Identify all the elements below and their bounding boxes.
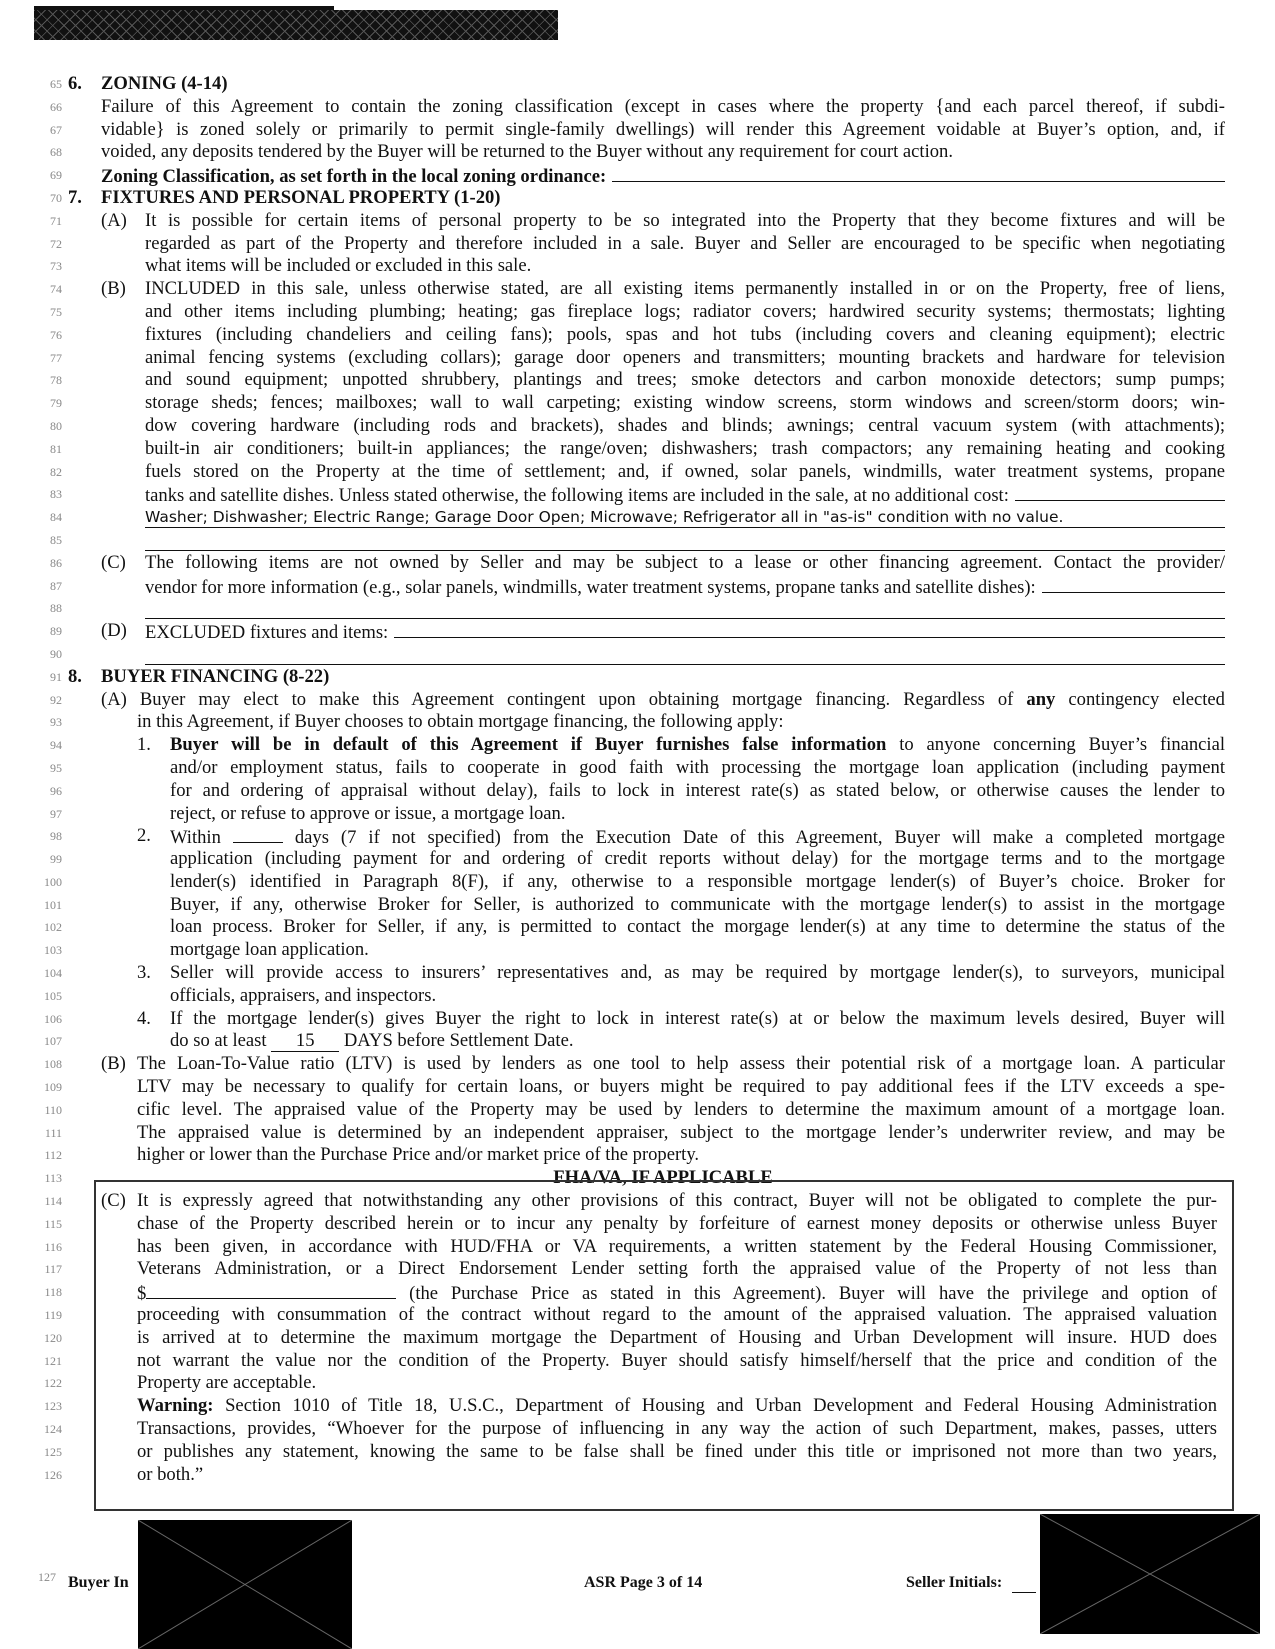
document-line xyxy=(0,438,1275,461)
text-run: to anyone concerning Buyer’s financial xyxy=(886,734,1226,756)
document-line xyxy=(0,1076,1275,1099)
text-run: loan process. Broker for Seller, if any, is permitted to contact the morgage lender(s) at any time to determine the status of the xyxy=(170,916,1225,938)
line-text xyxy=(137,1076,1225,1099)
line-number: 108 xyxy=(44,1057,62,1072)
line-text xyxy=(170,848,1225,871)
document-line xyxy=(0,369,1275,392)
document-line xyxy=(0,552,1275,575)
document-line xyxy=(0,392,1275,415)
line-text xyxy=(101,666,1225,689)
line-number: 102 xyxy=(44,920,62,935)
text-run: or publishes any statement, knowing the same to be false shall be fined under this title or imprisoned not more than two years, xyxy=(137,1440,1217,1462)
page-footer xyxy=(0,1514,1275,1649)
document-line xyxy=(0,347,1275,370)
document-line xyxy=(0,141,1275,164)
text-run: application (including payment for and ordering of credit reports without delay) for the mortgage terms and to the mortgage xyxy=(170,848,1225,870)
line-number: 93 xyxy=(50,715,62,730)
line-text xyxy=(145,392,1225,415)
item-marker: (A) xyxy=(101,209,127,231)
line-text xyxy=(170,1030,1225,1053)
text-run: The appraised value is determined by an independent appraiser, subject to the mortgage lender’s underwriter review, and may be xyxy=(137,1121,1225,1143)
line-number: 85 xyxy=(50,532,62,547)
text-run: Transactions, provides, “Whoever for the purpose of influencing in any way the action of such Department, makes, passes, utters xyxy=(137,1418,1217,1440)
line-text xyxy=(145,620,1225,645)
document-line xyxy=(0,187,1275,210)
text-run: not warrant the value nor the condition of the Property. Buyer should satisfy himself/herself that the price and condition of the xyxy=(137,1349,1217,1371)
line-number: 84 xyxy=(50,510,62,525)
line-text[interactable] xyxy=(145,529,1225,551)
document-line xyxy=(0,415,1275,438)
document-line xyxy=(0,483,1275,506)
text-run: do so at least xyxy=(170,1030,272,1052)
text-run: The Loan-To-Value ratio (LTV) is used by lenders as one tool to help assess their potential risk of a mortgage loan. A particular xyxy=(137,1053,1225,1075)
line-text xyxy=(170,803,1225,826)
line-text[interactable] xyxy=(145,597,1225,619)
document-line xyxy=(0,916,1275,939)
buyer-initials-redaction xyxy=(138,1520,352,1649)
line-number: 73 xyxy=(50,259,62,274)
line-number: 68 xyxy=(50,145,62,160)
line-text xyxy=(137,1053,1225,1076)
document-line xyxy=(0,962,1275,985)
document-line xyxy=(0,119,1275,142)
line-text xyxy=(170,825,1225,850)
document-line xyxy=(0,1030,1275,1053)
line-number: 115 xyxy=(44,1216,62,1231)
text-run: officials, appraisers, and inspectors. xyxy=(170,984,437,1006)
text-run: Property are acceptable. xyxy=(137,1372,317,1394)
text-run: animal fencing systems (excluding collars); garage door openers and transmitters; mounting brackets and hardware for television xyxy=(145,346,1225,368)
line-number: 70 xyxy=(50,190,62,205)
line-text xyxy=(137,1144,1225,1167)
line-text xyxy=(101,96,1225,119)
line-number: 95 xyxy=(50,760,62,775)
line-text xyxy=(101,73,1225,96)
text-run: dow covering hardware (including rods and brackets), shades and blinds; awnings; central vacuum system (with attachments); xyxy=(145,414,1225,436)
line-text xyxy=(145,278,1225,301)
line-text xyxy=(170,916,1225,939)
bold-text: FHA/VA, IF APPLICABLE xyxy=(553,1167,773,1189)
text-run: contingency elected xyxy=(1055,688,1225,710)
item-marker: 1. xyxy=(137,734,151,756)
line-text xyxy=(145,483,1225,508)
buyer-initials-label: Buyer In xyxy=(68,1574,129,1591)
text-run: EXCLUDED fixtures and items: xyxy=(145,622,389,644)
line-number: 75 xyxy=(50,304,62,319)
line-text xyxy=(170,939,1225,962)
line-text xyxy=(101,119,1225,142)
text-run: If the mortgage lender(s) gives Buyer the right to lock in interest rate(s) at or below the maximum levels desired, Buyer will xyxy=(170,1007,1225,1029)
line-number: 77 xyxy=(50,350,62,365)
seller-initials-label: Seller Initials: xyxy=(906,1574,1003,1591)
text-run: Within xyxy=(170,827,233,849)
text-run: LTV may be necessary to qualify for certain loans, or buyers might be required to pay additional fees if the LTV exceeds a spe- xyxy=(137,1076,1225,1098)
bold-text: Warning: xyxy=(137,1395,214,1417)
line-number: 98 xyxy=(50,829,62,844)
text-run: regarded as part of the Property and therefore included in a sale. Buyer and Seller are encouraged to be specific when negotiating xyxy=(145,232,1225,254)
text-run: is arrived at to determine the maximum mortgage the Department of Housing and Urban Development will insure. HUD does xyxy=(137,1326,1217,1348)
line-text xyxy=(170,962,1225,985)
line-text xyxy=(145,369,1225,392)
text-run: and/or employment status, fails to cooperate in good faith with processing the mortgage loan application (including payment xyxy=(170,756,1225,778)
line-number: 99 xyxy=(50,852,62,867)
document-line xyxy=(0,666,1275,689)
text-run: tanks and satellite dishes. Unless stated otherwise, the following items are included in the sale, at no additional cost: xyxy=(145,485,1009,507)
line-number: 106 xyxy=(44,1011,62,1026)
line-number: 69 xyxy=(50,168,62,183)
text-run: in this Agreement, if Buyer chooses to obtain mortgage financing, the following apply: xyxy=(137,711,784,733)
line-number: 72 xyxy=(50,236,62,251)
line-number: 76 xyxy=(50,327,62,342)
line-number: 67 xyxy=(50,122,62,137)
text-run: and other items including plumbing; heating; gas fireplace logs; radiator covers; hardwired security systems; thermostats; lighting xyxy=(145,300,1225,322)
item-marker: (B) xyxy=(101,1053,126,1075)
line-number: 101 xyxy=(44,897,62,912)
text-run: and sound equipment; unpotted shrubbery, plantings and trees; smoke detectors and carbon monoxide detectors; sump pumps; xyxy=(145,369,1225,391)
text-run: DAYS before Settlement Date. xyxy=(339,1030,574,1052)
item-marker: (C) xyxy=(101,1190,126,1212)
line-number: 110 xyxy=(44,1102,62,1117)
line-text xyxy=(145,575,1225,600)
line-number: 119 xyxy=(44,1308,62,1323)
text-run: It is possible for certain items of personal property to be so integrated into the Property that they become fixtures and will be xyxy=(145,209,1225,231)
line-number: 90 xyxy=(50,646,62,661)
text-run: Seller will provide access to insurers’ representatives and, as may be required by mortgage lender(s), to surveyors, municipal xyxy=(170,962,1225,984)
document-line xyxy=(0,643,1275,666)
document-line xyxy=(0,803,1275,826)
bold-text: FIXTURES AND PERSONAL PROPERTY (1-20) xyxy=(101,186,501,208)
line-number: 107 xyxy=(44,1034,62,1049)
document-line xyxy=(0,164,1275,187)
page-number-label: ASR Page 3 of 14 xyxy=(584,1574,703,1591)
text-run: It is expressly agreed that notwithstanding any other provisions of this contract, Buyer will not be obligated to complete the pur- xyxy=(137,1190,1217,1212)
document-line xyxy=(0,1122,1275,1145)
line-text xyxy=(137,1122,1225,1145)
line-text xyxy=(101,141,1225,164)
line-number: 112 xyxy=(44,1148,62,1163)
text-run: chase of the Property described herein or to incur any penalty by forfeiture of earnest money deposits or otherwise unless Buyer xyxy=(137,1212,1217,1234)
text-run: storage sheds; fences; mailboxes; wall to wall carpeting; existing window screens, storm windows and screen/storm doors; win- xyxy=(145,392,1225,414)
blank-field[interactable] xyxy=(1015,483,1225,501)
document-line xyxy=(0,871,1275,894)
line-number: 103 xyxy=(44,943,62,958)
text-run: (the Purchase Price as stated in this Agreement). Buyer will have the privilege and option of xyxy=(396,1283,1217,1305)
document-line xyxy=(0,1099,1275,1122)
text-run: voided, any deposits tendered by the Buyer will be returned to the Buyer without any requirement for court action. xyxy=(101,141,953,163)
line-text xyxy=(101,164,1225,189)
document-line xyxy=(0,324,1275,347)
document-line xyxy=(0,233,1275,256)
line-text[interactable] xyxy=(145,643,1225,665)
text-run: INCLUDED in this sale, unless otherwise stated, are all existing items permanently installed in or on the Property, free of liens, xyxy=(145,278,1225,300)
line-number: 88 xyxy=(50,601,62,616)
document-line xyxy=(0,575,1275,598)
text-run: cific level. The appraised value of the Property may be used by lenders to determine the maximum amount of a mortgage loan. xyxy=(137,1098,1225,1120)
line-number: 121 xyxy=(44,1353,62,1368)
document-line xyxy=(0,597,1275,620)
document-line xyxy=(0,73,1275,96)
line-text xyxy=(170,985,1225,1008)
document-line xyxy=(0,210,1275,233)
line-number: 104 xyxy=(44,966,62,981)
document-line xyxy=(0,1053,1275,1076)
line-number: 81 xyxy=(50,441,62,456)
line-number: 97 xyxy=(50,806,62,821)
text-run: reject, or refuse to approve or issue, a mortgage loan. xyxy=(170,802,566,824)
text-run: proceeding with consummation of the contract without regard to the amount of the appraised valuation. The appraised valuation xyxy=(137,1304,1217,1326)
line-number: 78 xyxy=(50,373,62,388)
line-text xyxy=(170,757,1225,780)
document-line xyxy=(0,278,1275,301)
bold-text: Buyer will be in default of this Agreement if Buyer furnishes false information xyxy=(170,734,887,756)
line-number: 123 xyxy=(44,1399,62,1414)
line-number: 126 xyxy=(44,1467,62,1482)
text-run: $ xyxy=(137,1283,147,1305)
line-text xyxy=(137,711,1225,734)
text-run: vendor for more information (e.g., solar panels, windmills, water treatment systems, propane tanks and satellite dishes): xyxy=(145,576,1036,598)
text-run: or both.” xyxy=(137,1463,204,1485)
line-text xyxy=(137,1099,1225,1122)
document-line xyxy=(0,620,1275,643)
item-marker: 3. xyxy=(137,962,151,984)
seller-initials-redaction xyxy=(1040,1514,1260,1634)
text-run: vidable} is zoned solely or primarily to permit single-family dwellings) will render this Agreement voidable at Buyer’s option, and, if xyxy=(101,118,1225,140)
line-number: 66 xyxy=(50,99,62,114)
line-number: 100 xyxy=(44,874,62,889)
document-line xyxy=(0,1144,1275,1167)
line-number: 86 xyxy=(50,555,62,570)
line-number: 114 xyxy=(44,1194,62,1209)
text-run: higher or lower than the Purchase Price and/or market price of the property. xyxy=(137,1144,700,1166)
seller-initials-blank[interactable] xyxy=(1012,1576,1036,1593)
line-number: 124 xyxy=(44,1422,62,1437)
line-number: 118 xyxy=(44,1285,62,1300)
document-line xyxy=(0,529,1275,552)
line-number: 117 xyxy=(44,1262,62,1277)
text-run: days (7 if not specified) from the Execution Date of this Agreement, Buyer will make a completed mortgage xyxy=(282,827,1225,849)
blank-field[interactable] xyxy=(1042,575,1225,593)
section-number: 6. xyxy=(68,73,82,94)
document-line xyxy=(0,711,1275,734)
line-number: 82 xyxy=(50,464,62,479)
text-run: built-in air conditioners; built-in appliances; the range/oven; dishwashers; trash compactors; any remaining heating and cooking xyxy=(145,437,1225,459)
item-marker: (C) xyxy=(101,551,126,573)
text-run: fixtures (including chandeliers and ceiling fans); pools, spas and hot tubs (including covers and cleaning equipment); electric xyxy=(145,323,1225,345)
document-line xyxy=(0,780,1275,803)
line-text xyxy=(145,438,1225,461)
item-marker: (B) xyxy=(101,278,126,300)
section-number: 7. xyxy=(68,186,82,208)
text-run: Failure of this Agreement to contain the zoning classification (except in cases where the property {and each parcel thereof, if subdi- xyxy=(101,95,1225,117)
line-text xyxy=(145,233,1225,256)
item-marker: 4. xyxy=(137,1007,151,1029)
line-number: 122 xyxy=(44,1376,62,1391)
document-line xyxy=(0,689,1275,712)
line-text xyxy=(101,187,1225,210)
line-number: 92 xyxy=(50,692,62,707)
line-text xyxy=(170,871,1225,894)
document-line xyxy=(0,939,1275,962)
line-text[interactable] xyxy=(145,506,1225,528)
line-text xyxy=(170,894,1225,917)
document-line xyxy=(0,506,1275,529)
document-line xyxy=(0,255,1275,278)
line-text xyxy=(101,689,1225,712)
item-marker: 2. xyxy=(137,825,151,847)
text-run: what items will be included or excluded in this sale. xyxy=(145,255,532,277)
document-line xyxy=(0,757,1275,780)
bold-text: BUYER FINANCING (8-22) xyxy=(101,665,330,687)
line-text xyxy=(145,552,1225,575)
text-run: The following items are not owned by Seller and may be subject to a lease or other financing agreement. Contact the provider/ xyxy=(145,551,1225,573)
line-text xyxy=(145,415,1225,438)
line-text xyxy=(145,347,1225,370)
document-line xyxy=(0,848,1275,871)
line-number: 65 xyxy=(50,77,62,91)
line-number: 113 xyxy=(44,1171,62,1186)
line-number: 71 xyxy=(50,213,62,228)
line-number: 96 xyxy=(50,783,62,798)
line-text xyxy=(170,1008,1225,1031)
document-line xyxy=(0,894,1275,917)
text-run: Veterans Administration, or a Direct Endorsement Lender setting forth the appraised value of the Property of not less than xyxy=(137,1258,1217,1280)
line-text xyxy=(145,324,1225,347)
footer-line-number: 127 xyxy=(38,1570,56,1584)
bold-text: Zoning Classification, as set forth in the local zoning ordinance: xyxy=(101,166,607,188)
line-text xyxy=(145,301,1225,324)
text-run: mortgage loan application. xyxy=(170,939,369,961)
document-line xyxy=(0,825,1275,848)
blank-field[interactable] xyxy=(394,620,1225,638)
document-line xyxy=(0,1008,1275,1031)
text-run: for and ordering of appraisal without delay), fails to lock in interest rate(s) as stated below, or otherwise causes the lender to xyxy=(170,779,1225,801)
item-marker: (D) xyxy=(101,620,127,642)
line-number: 94 xyxy=(50,738,62,753)
line-number: 89 xyxy=(50,624,62,639)
line-number: 125 xyxy=(44,1444,62,1459)
text-run: lender(s) identified in Paragraph 8(F), if any, otherwise to a responsible mortgage lender(s) of Buyer’s choice. Broker for xyxy=(170,870,1225,892)
document-line xyxy=(0,96,1275,119)
text-run: has been given, in accordance with HUD/FHA or VA requirements, a written statement by the Federal Housing Commissioner, xyxy=(137,1235,1217,1257)
line-text xyxy=(170,734,1225,757)
line-number: 79 xyxy=(50,396,62,411)
line-number: 111 xyxy=(44,1125,62,1140)
fha-va-box xyxy=(94,1180,1234,1511)
bold-text: ZONING (4-14) xyxy=(101,73,228,94)
text-run: Washer; Dishwasher; Electric Range; Garage Door Open; Microwave; Refrigerator all in "as-is" condition with no value. xyxy=(145,508,1064,527)
line-number: 120 xyxy=(44,1330,62,1345)
text-run: (A) Buyer may elect to make this Agreement contingent upon obtaining mortgage financing. Regardless of xyxy=(101,688,1027,710)
text-run: Section 1010 of Title 18, U.S.C., Department of Housing and Urban Development and Federal Housing Administration xyxy=(213,1395,1217,1417)
line-number: 91 xyxy=(50,669,62,684)
line-number: 80 xyxy=(50,418,62,433)
document-line xyxy=(0,985,1275,1008)
text-run: Buyer, if any, otherwise Broker for Seller, is authorized to communicate with the mortgage lender(s) to assist in the mortgage xyxy=(170,893,1225,915)
redaction-bar-header xyxy=(34,10,558,40)
line-number: 83 xyxy=(50,487,62,502)
line-text xyxy=(145,210,1225,233)
line-number: 74 xyxy=(50,282,62,297)
line-number: 87 xyxy=(50,578,62,593)
blank-field[interactable] xyxy=(233,825,283,843)
line-number: 105 xyxy=(44,988,62,1003)
line-text xyxy=(145,255,1225,278)
bold-text: any xyxy=(1026,688,1056,710)
line-number: 116 xyxy=(44,1239,62,1254)
blank-field[interactable] xyxy=(612,164,1225,182)
line-text xyxy=(170,780,1225,803)
document-line xyxy=(0,301,1275,324)
line-number: 109 xyxy=(44,1080,62,1095)
section-number: 8. xyxy=(68,665,82,687)
document-line xyxy=(0,734,1275,757)
text-run: fuels stored on the Property at the time of settlement; and, if owned, solar panels, windmills, water treatment systems, propane xyxy=(145,460,1225,482)
document-line xyxy=(0,461,1275,484)
line-text xyxy=(145,461,1225,484)
filled-field[interactable]: 15 xyxy=(271,1031,339,1052)
